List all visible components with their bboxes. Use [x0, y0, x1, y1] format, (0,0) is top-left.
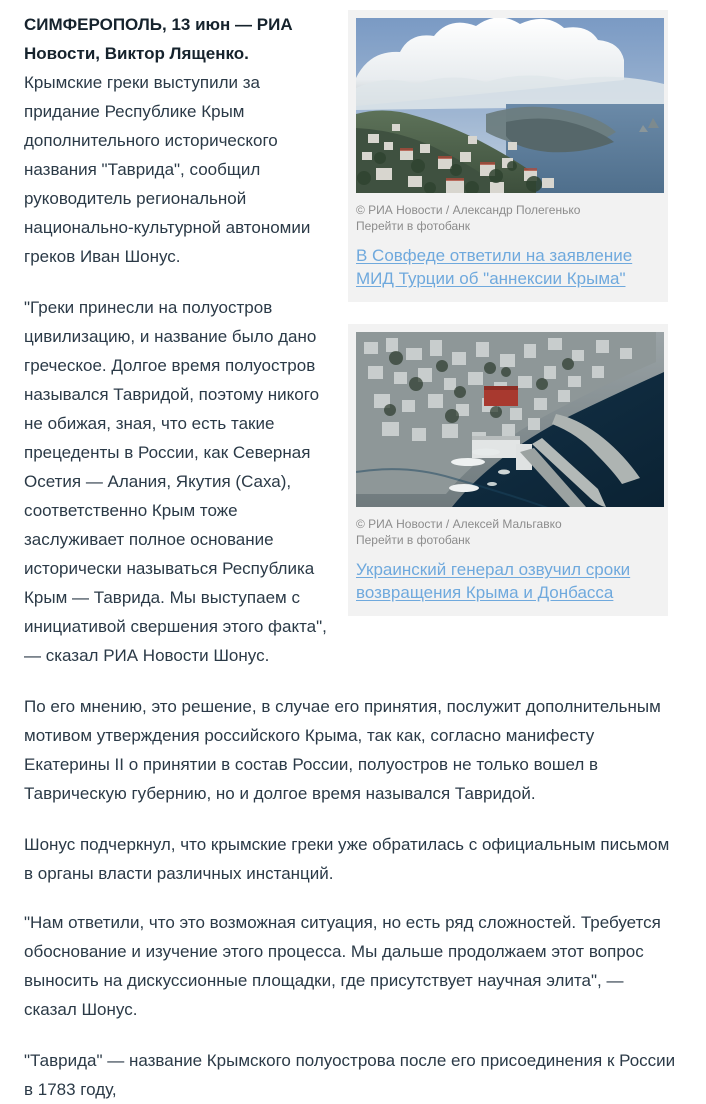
- photobank-link-1[interactable]: Перейти в фотобанк: [356, 219, 471, 233]
- media-card-1: [348, 10, 668, 302]
- article-paragraph-5: "Таврида" — название Крымского полуострова после его присоединения к России в 1783 году,: [24, 1051, 676, 1099]
- article-paragraph-4: "Нам ответили, что это возможная ситуация, но есть ряд сложностей. Требуется обоснование и изучение этого процесса. Мы дальше продолжаем этот вопрос выносить на дискуссионные площадки, где присутствует научная элита", — сказал Шонус.: [24, 913, 661, 1019]
- photobank-link-2[interactable]: Перейти в фотобанк: [356, 533, 471, 547]
- lead-text: Крымские греки выступили за придание Республике Крым дополнительного исторического названия "Таврида", сообщил руководитель региональной национально-культурной автономии греков Иван Шонус.: [24, 73, 311, 266]
- article-paragraph-1: "Греки принесли на полуостров цивилизацию, и название было дано греческое. Долгое время полуостров назывался Тавридой, поэтому никого не обижая, зная, что есть такие прецеденты в России, как Северная Осетия — Алания, Якутия (Саха), соответственно Крым тоже заслуживает полное основание исторически называться Республика Крым — Таврида. Мы выступаем с инициативой свершения этого факта", — сказал РИА Новости Шонус.: [24, 298, 327, 665]
- article-paragraph-3: Шонус подчеркнул, что крымские греки уже обратилась с официальным письмом в органы власти различных инстанций.: [24, 835, 670, 883]
- article-photo-1[interactable]: [356, 18, 664, 193]
- article-paragraph-2: По его мнению, это решение, в случае его принятия, послужит дополнительным мотивом утверждения российского Крыма, так как, согласно манифесту Екатерины II о принятии в состав России, полуостров не только вошел в Таврическую губернию, но и долгое время назывался Тавридой.: [24, 697, 661, 803]
- photo-credit-1: [356, 202, 660, 234]
- related-article-link-2[interactable]: Украинский генерал озвучил сроки возвращения Крыма и Донбасса: [356, 560, 631, 602]
- photo-credit-2: [356, 516, 660, 548]
- photo-credit-author-2: © РИА Новости / Алексей Мальгавко: [356, 517, 562, 531]
- dateline: СИМФЕРОПОЛЬ, 13 июн — РИА Новости, Виктор Лященко.: [24, 15, 293, 63]
- related-article-link-1[interactable]: В Совфеде ответили на заявление МИД Турции об "аннексии Крыма": [356, 246, 633, 288]
- photo-credit-author-1: © РИА Новости / Александр Полегенько: [356, 203, 581, 217]
- media-card-2: [348, 324, 668, 616]
- article-photo-2[interactable]: [356, 332, 664, 507]
